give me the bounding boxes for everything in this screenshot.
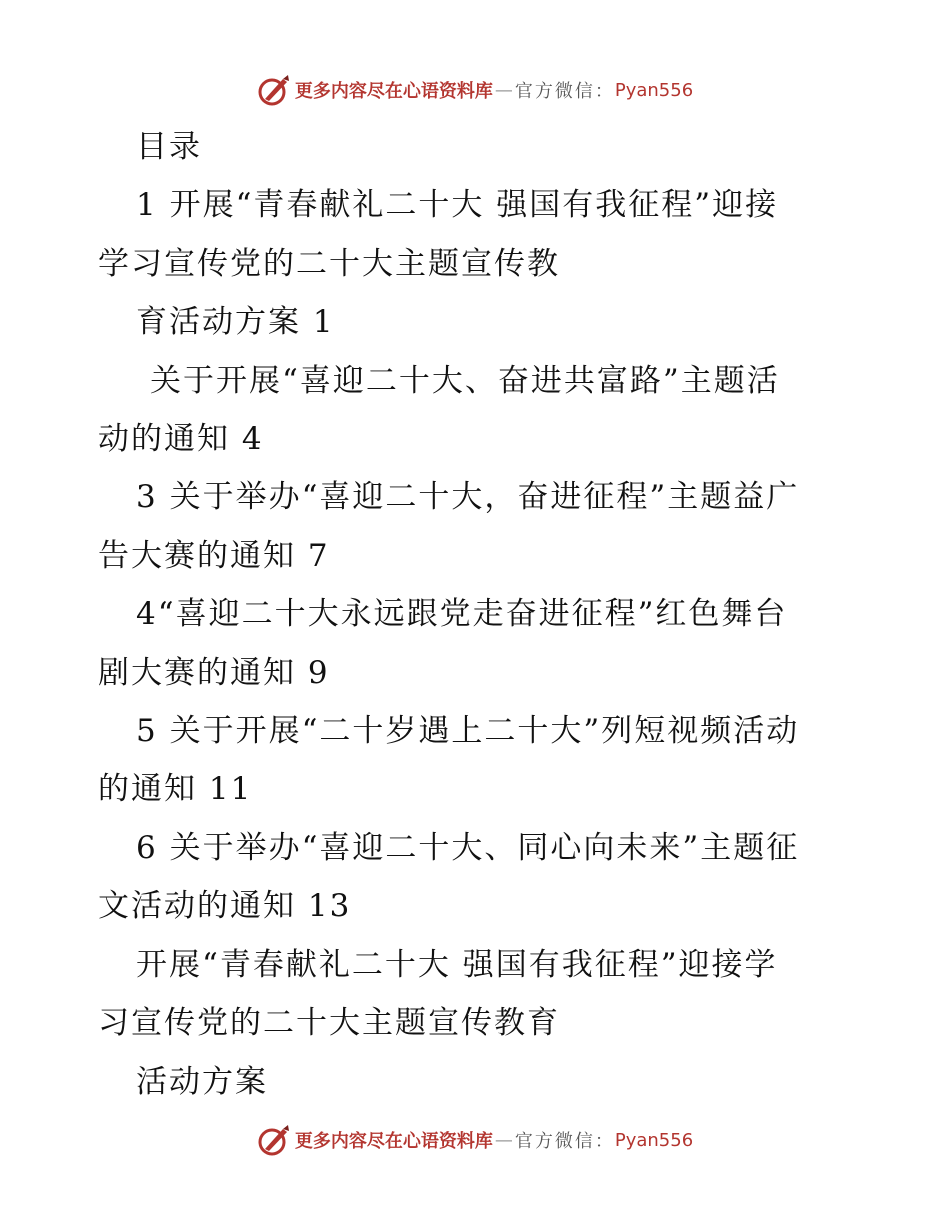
toc-entry-5-line-1: 5 关于开展“二十岁遇上二十大”列短视频活动 <box>136 713 800 750</box>
section-title-line-1: 开展“青春献礼二十大 强国有我征程”迎接学 <box>136 946 778 983</box>
watermark-wechat-id: Pyan556 <box>614 1129 694 1151</box>
toc-entry-4-line-2: 剧大赛的通知 9 <box>98 654 330 691</box>
watermark-main-text: 更多内容尽在心语资料库 <box>294 1131 493 1152</box>
toc-entry-1-line-2: 学习宣传党的二十大主题宣传教 <box>98 245 560 282</box>
toc-entry-4-line-1: 4“喜迎二十大永远跟党走奋进征程”红色舞台 <box>136 596 788 633</box>
toc-entry-6-line-1: 6 关于举办“喜迎二十大、同心向未来”主题征 <box>136 829 800 866</box>
watermark-sub-text: 官方微信： <box>514 81 615 102</box>
toc-entry-3-line-1: 3 关于举办“喜迎二十大，奋进征程”主题益广 <box>136 479 800 516</box>
footer-watermark <box>0 1120 950 1160</box>
watermark-main-text: 更多内容尽在心语资料库 <box>294 81 493 102</box>
toc-heading: 目录 <box>136 129 202 165</box>
header-watermark <box>0 70 950 110</box>
quill-pen-logo-icon <box>257 73 291 107</box>
section-title-line-3: 活动方案 <box>136 1063 268 1100</box>
watermark-sub-text: 官方微信： <box>514 1131 615 1152</box>
watermark-separator: — <box>494 1129 513 1151</box>
watermark-separator: — <box>494 79 513 101</box>
quill-pen-logo-icon <box>257 1123 291 1157</box>
watermark-wechat-id: Pyan556 <box>614 79 694 101</box>
toc-entry-1-line-3: 育活动方案 1 <box>136 304 335 341</box>
toc-entry-2-line-2: 动的通知 4 <box>98 421 264 458</box>
document-body <box>98 118 858 1111</box>
toc-entry-5-line-2: 的通知 11 <box>98 771 253 808</box>
toc-entry-1-line-1: 1 开展“青春献礼二十大 强国有我征程”迎接 <box>136 187 779 224</box>
section-title-line-2: 习宣传党的二十大主题宣传教育 <box>98 1005 560 1042</box>
toc-entry-3-line-2: 告大赛的通知 7 <box>98 537 330 574</box>
toc-entry-2-line-1: 关于开展“喜迎二十大、奋进共富路”主题活 <box>150 362 780 399</box>
toc-entry-6-line-2: 文活动的通知 13 <box>98 888 352 925</box>
